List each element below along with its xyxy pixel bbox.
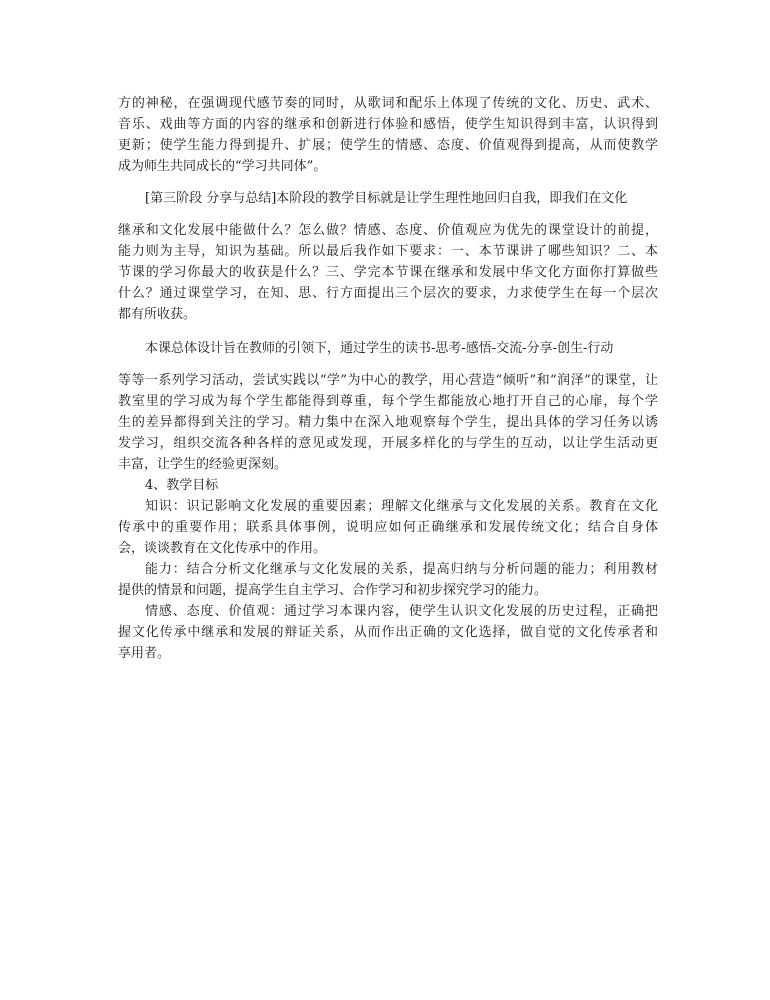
text-line: 情感、态度、价值观：通过学习本课内容，使学生认识文化发展的历史过程，正确把 xyxy=(145,604,658,619)
text-line: 发学习，组织交流各种各样的意见或发现，开展多样化的与学生的互动，以让学生活动更 xyxy=(118,436,658,451)
section-heading: 4、教学目标 xyxy=(145,478,219,493)
text-line: 享用者。 xyxy=(118,646,171,661)
text-line: 提供的情景和问题，提高学生自主学习、合作学习和初步探究学习的能力。 xyxy=(118,583,548,598)
text-line: 等等一系列学习活动，尝试实践以“学”为中心的教学，用心营造“倾听”和“润泽”的课堂，让 xyxy=(118,373,658,388)
text-line: 音乐、戏曲等方面的内容的继承和创新进行体验和感悟，使学生知识得到丰富，认识得到 xyxy=(118,117,658,132)
text-line: 生的差异都得到关注的学习。精力集中在深入地观察每个学生，提出具体的学习任务以诱 xyxy=(118,415,658,430)
text-line: 传承中的重要作用；联系具体事例，说明应如何正确继承和发展传统文化；结合自身体 xyxy=(118,520,658,535)
text-line: 更新；使学生能力得到提升、扩展；使学生的情感、态度、价值观得到提高，从而使教学 xyxy=(118,138,658,153)
text-line: 能力：结合分析文化继承与文化发展的关系，提高归纳与分析问题的能力；利用教材 xyxy=(145,562,658,577)
text-line: 知识：识记影响文化发展的重要因素；理解文化继承与文化发展的关系。教育在文化 xyxy=(145,499,658,514)
text-line: 会，谈谈教育在文化传承中的作用。 xyxy=(118,541,327,556)
text-line: [第三阶段 分享与总结]本阶段的教学目标就是让学生理性地回归自我，即我们在文化 xyxy=(145,191,628,206)
text-line: 继承和文化发展中能做什么？怎么做？情感、态度、价值观应为优先的课堂设计的前提， xyxy=(118,223,658,238)
text-line: 都有所收获。 xyxy=(118,307,197,322)
text-line: 成为师生共同成长的“学习共同体”。 xyxy=(118,159,327,174)
text-line: 教室里的学习成为每个学生都能得到尊重，每个学生都能放心地打开自己的心扉，每个学 xyxy=(118,394,658,409)
text-line: 什么？通过课堂学习，在知、思、行方面提出三个层次的要求，力求使学生在每一个层次 xyxy=(118,286,658,301)
text-line: 能力则为主导，知识为基础。所以最后我作如下要求：一、本节课讲了哪些知识？二、本 xyxy=(118,244,658,259)
text-line: 方的神秘，在强调现代感节奏的同时，从歌词和配乐上体现了传统的文化、历史、武术、 xyxy=(118,96,658,111)
text-line: 节课的学习你最大的收获是什么？三、学完本节课在继承和发展中华文化方面你打算做些 xyxy=(118,265,658,280)
text-line: 丰富，让学生的经验更深刻。 xyxy=(118,457,288,472)
text-line: 本课总体设计旨在教师的引领下，通过学生的读书-思考-感悟-交流-分享-创生-行动 xyxy=(145,341,614,356)
text-line: 握文化传承中继承和发展的辩证关系，从而作出正确的文化选择，做自觉的文化传承者和 xyxy=(118,625,658,640)
